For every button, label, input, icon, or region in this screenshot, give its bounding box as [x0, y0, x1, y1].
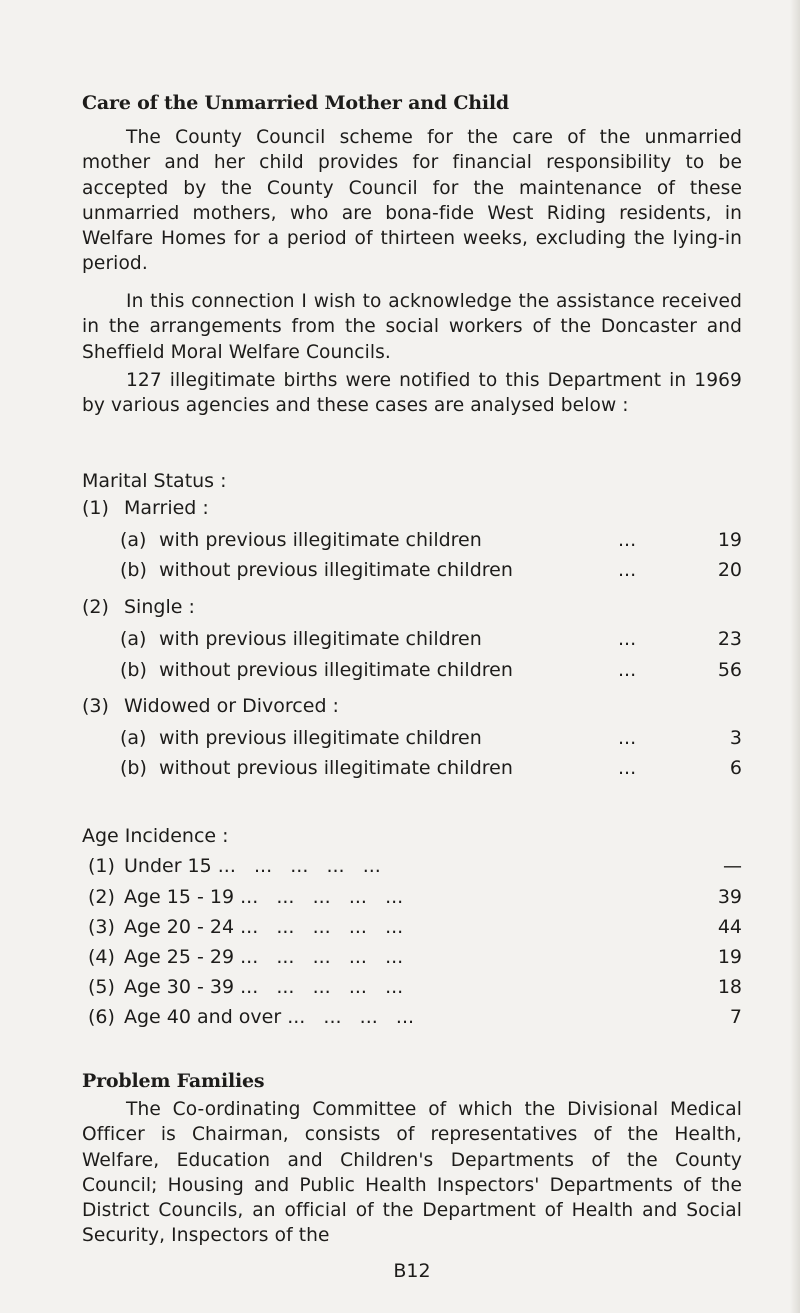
item-count: 6	[729, 757, 742, 779]
age-row-label: Age 25 - 29 ... ... ... ... ...	[124, 946, 404, 968]
age-row-number: (1)	[88, 855, 115, 877]
item-description: with previous illegitimate children	[159, 529, 482, 551]
item-sub-number: (b)	[120, 757, 147, 779]
age-row-label: Age 15 - 19 ... ... ... ... ...	[124, 886, 404, 908]
item-count: 56	[717, 659, 742, 681]
age-row-number: (4)	[88, 946, 115, 968]
marital-item-row	[82, 529, 742, 557]
age-row-number: (6)	[88, 1006, 115, 1028]
age-row-number: (2)	[88, 886, 115, 908]
age-row-count: 19	[717, 946, 742, 968]
item-count: 23	[717, 628, 742, 650]
age-row-count: —	[723, 855, 742, 877]
group-number: (1)	[82, 497, 109, 519]
dot-leader: ...	[618, 727, 637, 749]
age-incidence-title: Age Incidence :	[82, 825, 229, 847]
marital-group-single	[82, 596, 742, 624]
marital-group-widowed-divorced	[82, 695, 742, 723]
item-sub-number: (a)	[120, 529, 147, 551]
age-row-label: Under 15 ... ... ... ... ...	[124, 855, 381, 877]
group-number: (2)	[82, 596, 109, 618]
page-number: B12	[393, 1260, 431, 1282]
age-row	[82, 855, 742, 883]
marital-item-row	[82, 757, 742, 785]
item-count: 20	[717, 559, 742, 581]
section-heading-problem-families: Problem Families	[82, 1070, 265, 1092]
item-description: with previous illegitimate children	[159, 727, 482, 749]
item-description: without previous illegitimate children	[159, 559, 513, 581]
marital-status-title: Marital Status :	[82, 470, 227, 492]
age-row-label: Age 30 - 39 ... ... ... ... ...	[124, 976, 404, 998]
age-row	[82, 976, 742, 1004]
item-sub-number: (b)	[120, 659, 147, 681]
paragraph-scheme: The County Council scheme for the care of the unmarried mother and her child provides for financial responsibility to be accepted by the County Council for the maintenance of these unmarried mothers, who are bona-fide West Riding residents, in Welfare Homes for a period of thirteen weeks, excluding the lying-in period.	[82, 127, 742, 275]
age-row-number: (5)	[88, 976, 115, 998]
dot-leader: ...	[618, 659, 637, 681]
paragraph-coordinating-committee: The Co-ordinating Committee of which the Divisional Medical Officer is Chairman, consists of representatives of the Health, Welfare, Education and Children's Departments of the County Council; Housing and Public Health Inspectors' Departments of the District Councils, an official of the Department of Health and Social Security, Inspectors of the	[82, 1099, 742, 1247]
page-edge-shadow	[790, 0, 800, 1313]
age-row	[82, 886, 742, 914]
age-row-count: 7	[729, 1006, 742, 1028]
item-sub-number: (a)	[120, 628, 147, 650]
age-row-number: (3)	[88, 916, 115, 938]
age-row-count: 39	[717, 886, 742, 908]
age-row-label: Age 20 - 24 ... ... ... ... ...	[124, 916, 404, 938]
marital-item-row	[82, 659, 742, 687]
age-row-label: Age 40 and over ... ... ... ...	[124, 1006, 415, 1028]
marital-item-row	[82, 628, 742, 656]
age-row	[82, 916, 742, 944]
age-row	[82, 946, 742, 974]
age-row-count: 18	[717, 976, 742, 998]
item-count: 19	[717, 529, 742, 551]
section-heading-unmarried-mother: Care of the Unmarried Mother and Child	[82, 92, 510, 114]
group-number: (3)	[82, 695, 109, 717]
dot-leader: ...	[618, 559, 637, 581]
item-sub-number: (b)	[120, 559, 147, 581]
dot-leader: ...	[618, 628, 637, 650]
age-row	[82, 1006, 742, 1034]
item-count: 3	[729, 727, 742, 749]
item-description: without previous illegitimate children	[159, 659, 513, 681]
dot-leader: ...	[618, 757, 637, 779]
marital-item-row	[82, 727, 742, 755]
group-label: Single :	[124, 596, 195, 618]
paragraph-acknowledgement: In this connection I wish to acknowledge the assistance received in the arrangements from the social workers of the Doncaster and Sheffield Moral Welfare Councils.	[82, 291, 742, 363]
item-sub-number: (a)	[120, 727, 147, 749]
age-row-count: 44	[717, 916, 742, 938]
item-description: without previous illegitimate children	[159, 757, 513, 779]
paragraph-illegitimate-births: 127 illegitimate births were notified to this Department in 1969 by various agencies and these cases are analysed below :	[82, 370, 742, 417]
group-label: Married :	[124, 497, 209, 519]
item-description: with previous illegitimate children	[159, 628, 482, 650]
dot-leader: ...	[618, 529, 637, 551]
group-label: Widowed or Divorced :	[124, 695, 339, 717]
marital-group-married	[82, 497, 742, 525]
marital-item-row	[82, 559, 742, 587]
